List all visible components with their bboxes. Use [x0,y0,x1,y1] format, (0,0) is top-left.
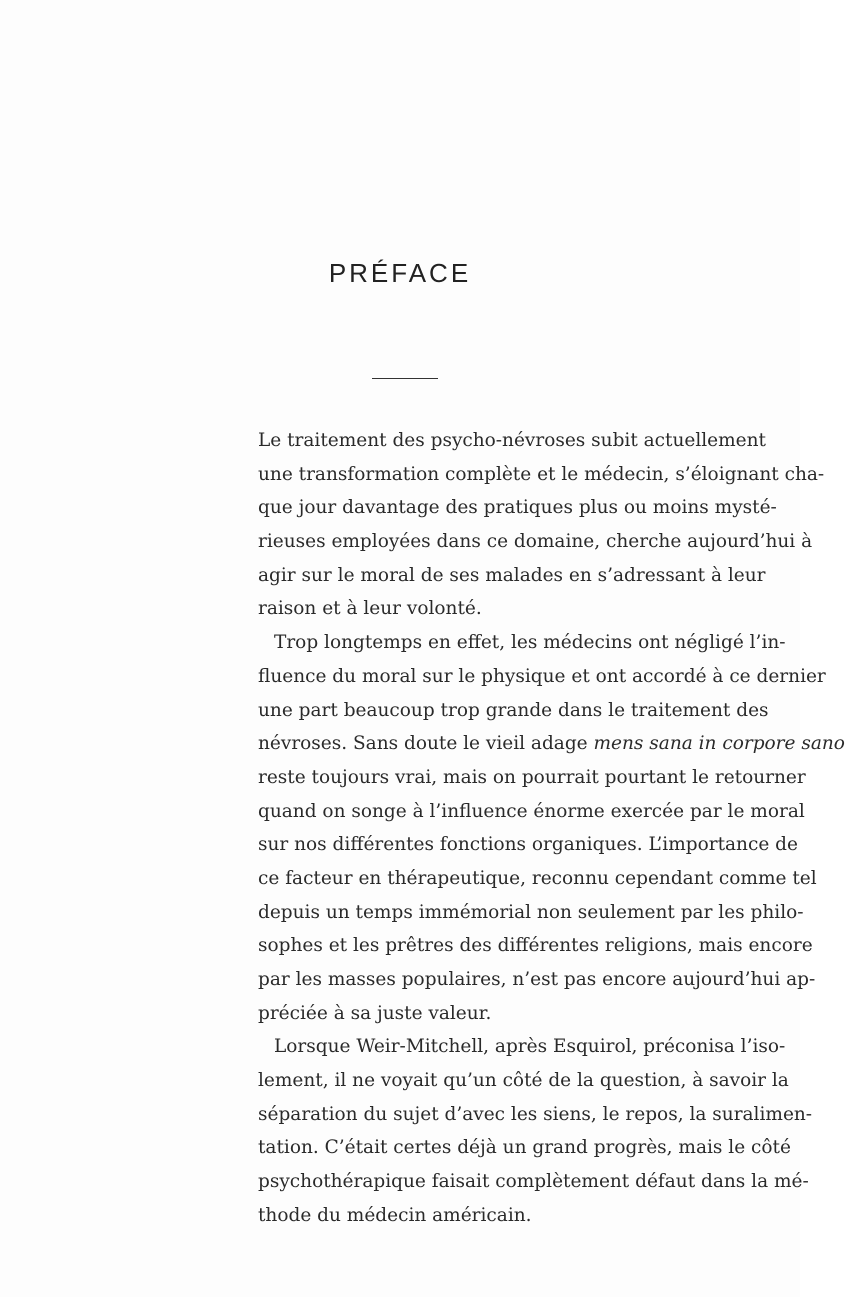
text-line: que jour davantage des pratiques plus ou moins mysté- [258,497,777,519]
latin-adage: mens sana in corpore sano [593,733,845,755]
text-line: reste toujours vrai, mais on pourrait pourtant le retourner [258,766,806,788]
text-line: quand on songe à l’influence énorme exercée par le moral [258,800,805,822]
text-line: depuis un temps immémorial non seulement par les philo- [258,901,804,923]
text-line-with-italic [258,727,845,761]
text-line: une transformation complète et le médecin, s’éloignant cha- [258,463,825,485]
text-line: Trop longtemps en effet, les médecins ont négligé l’in- [274,632,786,654]
text-line: séparation du sujet d’avec les siens, le repos, la suralimen- [258,1103,813,1125]
text-line: thode du médecin américain. [258,1204,532,1226]
text-segment: névroses. Sans doute le vieil adage [258,733,588,755]
text-line: raison et à leur volonté. [258,598,482,620]
text-line: préciée à sa juste valeur. [258,1002,492,1024]
text-line: Lorsque Weir-Mitchell, après Esquirol, préconisa l’iso- [274,1036,786,1058]
title-divider [372,378,438,379]
text-line: psychothérapique faisait complètement défaut dans la mé- [258,1171,809,1193]
text-line: tation. C’était certes déjà un grand progrès, mais le côté [258,1137,791,1159]
page-title: PRÉFACE [328,258,472,288]
preface-text [258,424,845,1233]
text-line: par les masses populaires, n’est pas encore aujourd’hui ap- [258,969,816,990]
text-line: agir sur le moral de ses malades en s’adressant à leur [258,564,766,586]
text-line: fluence du moral sur le physique et ont accordé à ce dernier [258,665,826,687]
text-line: sur nos différentes fonctions organiques. L’importance de [258,834,798,856]
text-line: sophes et les prêtres des différentes religions, mais encore [258,935,813,957]
text-line: ce facteur en thérapeutique, reconnu cependant comme tel [258,867,817,889]
text-line: une part beaucoup trop grande dans le traitement des [258,699,769,721]
text-line: lement, il ne voyait qu’un côté de la question, à savoir la [258,1070,789,1092]
text-line: Le traitement des psycho-névroses subit actuellement [258,430,766,451]
text-line: rieuses employées dans ce domaine, cherche aujourd’hui à [258,531,813,553]
